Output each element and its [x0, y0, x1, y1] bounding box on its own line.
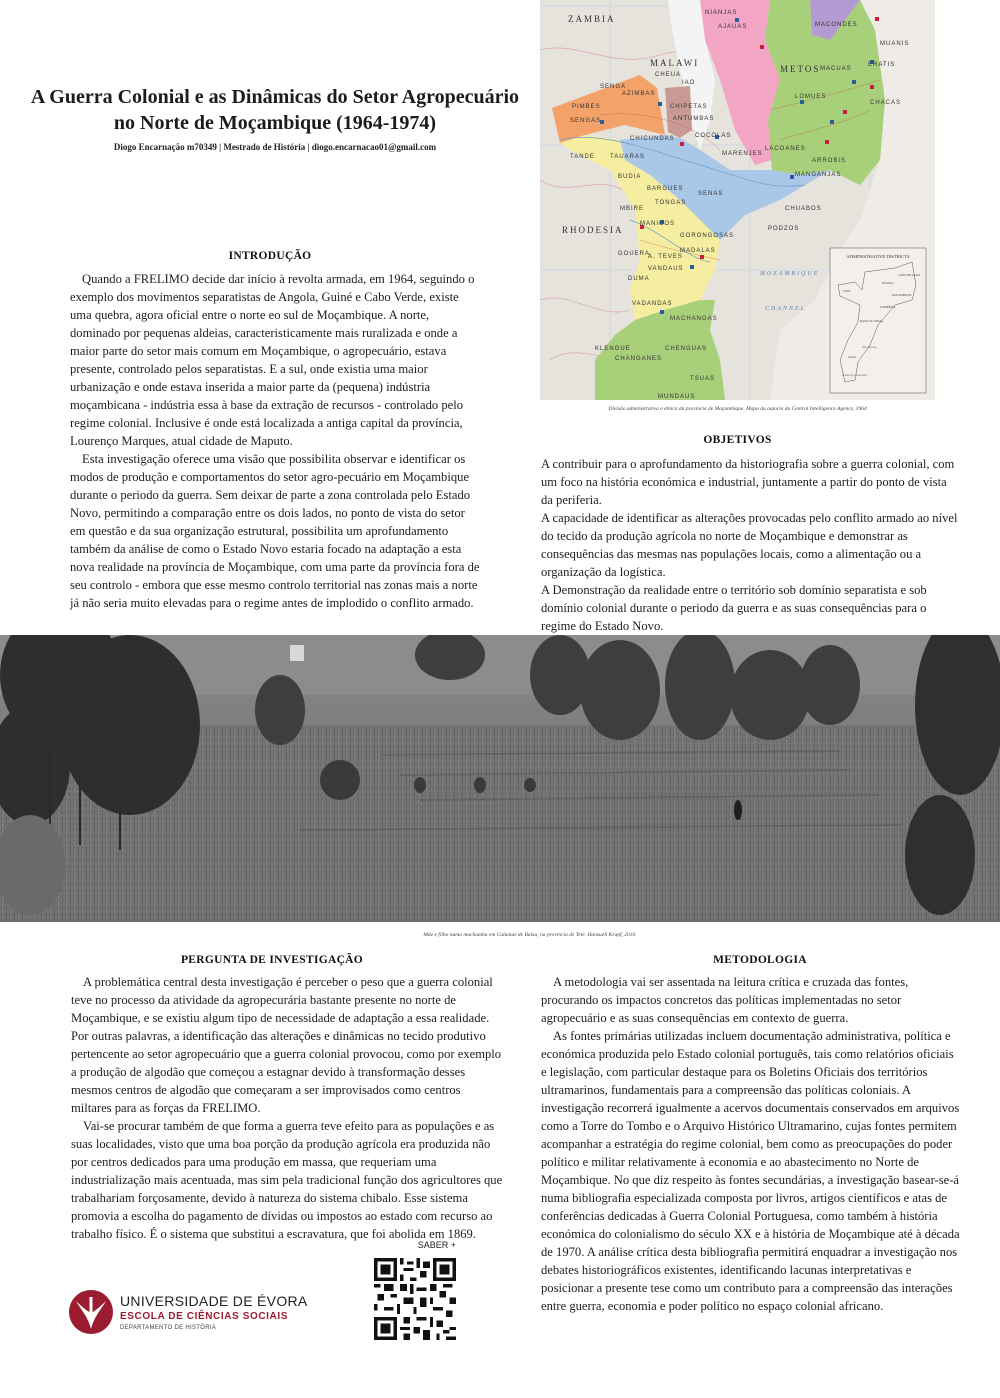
- map-ethnic-label: CHENGUAS: [665, 346, 708, 352]
- university-name: UNIVERSIDADE DE ÉVORA: [120, 1293, 308, 1309]
- map-ethnic-label: MACONDES: [815, 22, 858, 28]
- map-ethnic-label: IAO: [682, 80, 696, 86]
- objetivos-heading: OBJETIVOS: [703, 434, 772, 446]
- field-photo: [0, 635, 1000, 922]
- map-ethnic-label: CHICUNDAS: [630, 136, 675, 142]
- map-ethnic-label: MBIRE: [620, 206, 645, 212]
- map-graphic: [540, 0, 935, 400]
- pergunta-paragraph: Vai-se procurar também de que forma a guerra teve efeito para as populações e as suas localidades, visto que uma boa porção da produção agrícola era produzida não por centros dedicados para uma produção em massa, que requeriam uma industrialização mais acentuada, mas sim pela tradicional função dos agricultores que trabalhariam forçosamente, devido à natureza do sistema chibalo. Esse sistema promovia a escolha do pagamento de dívidas ou impostos ao estado com recurso ao trabalho físico. É o sistema que substitui a escravatura, que foi abolida em 1869.: [71, 1119, 503, 1241]
- inset-district: MANICA E SOFALA: [860, 320, 884, 323]
- map-ethnic-label: PIMBES: [572, 104, 601, 110]
- map-ethnic-label: CHACAS: [870, 100, 902, 106]
- map-ethnic-label: METOS: [780, 64, 821, 74]
- map-ethnic-label: MANGANJAS: [795, 172, 842, 178]
- map-ethnic-label: ANTUMBAS: [673, 116, 715, 122]
- map-ethnic-label: SENAS: [698, 191, 724, 197]
- map-ethnic-label: COCOLAS: [695, 133, 732, 139]
- metodologia-paragraph: As fontes primárias utilizadas incluem documentação administrativa, política e económica produzida pelo Estado colonial português, tais como relatórios oficiais e legislação, com particular destaque para os Boletins Oficiais dos territórios ultramarinos, fundamentais para a compreensão das políticas coloniais. A investigação recorrerá igualmente a acervos documentais conservados em arquivos como a Torre do Tombo e o Arquivo Histórico Ultramarino, cujas fontes permitem acompanhar a estratégia do regime colonial, bem como as preocupações do poder político e militar relativamente à economia e ao abastecimento no Norte de Moçambique. No que diz respeito às fontes secundárias, a investigação basear-se-á numa bibliografia especializada composta por livros, artigos científicos e atas de conferências dedicadas à Guerra Colonial Portuguesa, como também à história económica do colonialismo do século XX e à história de Moçambique até à década de 1970. A análise crítica desta bibliografia permitirá enquadrar a investigação nos debates historiográficos existentes, identificando lacunas interpretativas e posicionar a presente tese como um contributo para a compreensão das interações entre guerra, economia e poder político no espaço colonial africano.: [541, 1029, 960, 1313]
- map-ethnic-label: PODZOS: [768, 226, 800, 232]
- inset-district: LOURENÇO MARQUES: [842, 374, 868, 377]
- map-ethnic-label: VANDAUS: [648, 266, 684, 272]
- department-name: DEPARTAMENTO DE HISTÓRIA: [120, 1325, 217, 1331]
- map-ethnic-label: KLENGUE: [595, 346, 631, 352]
- map-label-malawi: MALAWI: [650, 58, 700, 68]
- map-ethnic-label: MACUAS: [820, 66, 852, 72]
- map-ethnic-label: AZIMBAS: [622, 91, 656, 97]
- introducao-paragraph: Quando a FRELIMO decide dar início à revolta armada, em 1964, seguindo o exemplo dos movimentos separatistas de Angola, Guiné e Cabo Verde, existe uma quebra, agora oficial entre o norte eo sul de Moçambique. A norte, dominado por pequenas aldeias, caracteristicamente mais ruralizada e onde a maior parte do setor mais comum em Moçambique, o agropecuário, estava presente, controlado pelos separatistas. E a sul, onde existia uma maior urbanização e onde estava inserida a maior parte da (pequena) indústria moçambicana - indústria essa à base da extração de recursos - controlado pelo regime colonial. Inclusive é onde está localizada a antiga capital da província, Lourenço Marques, atual cidade de Maputo.: [70, 272, 475, 448]
- map-ethnic-label: MUANIS: [880, 41, 910, 47]
- map-ethnic-label: SENGA: [600, 84, 627, 90]
- map-ethnic-label: LACOANES: [765, 146, 806, 152]
- title-line-1: A Guerra Colonial e as Dinâmicas do Setor Agropecuário: [30, 86, 520, 108]
- map-label-sea-2: CHANNEL: [765, 306, 807, 312]
- map-ethnic-label: TAUARAS: [610, 154, 645, 160]
- inset-district: MOÇAMBIQUE: [892, 294, 912, 297]
- administrative-districts-inset: [830, 248, 926, 393]
- metodologia-paragraph: A metodologia vai ser assentada na leitura crítica e cruzada das fontes, procurando os impactos concretos das políticas implementadas no setor agropecuário e as suas consequências em contexto de guerra.: [541, 975, 909, 1025]
- inset-district: NIASSA: [882, 281, 894, 285]
- map-ethnic-label: SENGAS: [570, 118, 602, 124]
- map-ethnic-label: DUMA: [628, 276, 650, 282]
- objetivos-paragraph: A contribuir para o aprofundamento da historiografia sobre a guerra colonial, com um foco na história económica e industrial, juntamente a partir do ponto de vista da periferia.: [541, 457, 955, 507]
- university-logo: [68, 1287, 308, 1337]
- map-ethnic-label: CHEUA: [655, 72, 682, 78]
- metodologia-heading: METODOLOGIA: [713, 954, 807, 966]
- map-caption: Divisão administrativa e étnica da província de Moçambique. Mapa da autoria da Central Intelligence Agency, 1964: [608, 406, 867, 412]
- title-line-2: no Norte de Moçambique (1964-1974): [113, 112, 437, 134]
- map-ethnic-label: TSUAS: [690, 376, 716, 382]
- qr-code[interactable]: [374, 1258, 456, 1340]
- map-ethnic-label: MADALAS: [680, 248, 716, 254]
- pergunta-heading: PERGUNTA DE INVESTIGAÇÃO: [180, 954, 364, 966]
- university-emblem-icon: [68, 1289, 114, 1335]
- map-label-zambia: ZAMBIA: [568, 14, 616, 24]
- photo-caption: Mãe e filho numa machamba em Calumue de Baixa, na província de Tete. Hansueli Krapf, 2010.: [423, 932, 637, 938]
- objetivos-section: [541, 455, 961, 635]
- school-name: ESCOLA DE CIÊNCIAS SOCIAIS: [120, 1311, 289, 1322]
- map-ethnic-label: TANDE: [570, 154, 595, 160]
- map-ethnic-label: CHANGANES: [615, 356, 663, 362]
- inset-district: TETE: [843, 289, 851, 293]
- poster-title: [20, 84, 530, 136]
- map-label-rhodesia: RHODESIA: [562, 225, 624, 235]
- metodologia-section: [541, 973, 961, 1315]
- map-ethnic-label: GORONGOSAS: [680, 233, 735, 239]
- map-ethnic-label: NIANJAS: [705, 10, 738, 16]
- qr-code-icon: [374, 1258, 456, 1340]
- inset-district: CABO DELGADO: [898, 274, 920, 277]
- mozambique-map: [540, 0, 935, 400]
- inset-title: ADMINISTRATIVE DISTRICTS: [846, 254, 910, 259]
- map-ethnic-label: CHIPETAS: [670, 104, 708, 110]
- introducao-section: [70, 270, 482, 612]
- map-ethnic-label: VADANDAS: [632, 301, 673, 307]
- map-ethnic-label: MANICOS: [640, 221, 676, 227]
- map-ethnic-label: AJAUAS: [718, 24, 748, 30]
- map-ethnic-label: CHUABOS: [785, 206, 822, 212]
- pergunta-section: [71, 973, 503, 1243]
- saber-mais-label: SABER +: [417, 1240, 456, 1250]
- introducao-paragraph: Esta investigação oferece uma visão que possibilita observar e identificar os modos de produção e comportamentos do setor agro-pecuário em Moçambique durante o periodo da guerra. Sem deixar de parte a zona controlada pelo Estado Novo, permitindo a comparação entre os dois lados, no ponto de vista do setor em questão e da sua organização estrutural, possibilita um aprofundamento também da análise de como o Estado Novo estaria focado na adaptação a esta nova realidade na província de Moçambique, com uma parte da província fora de seu controlo - embora que esse mesmo controlo territorial nas zonas mais a norte já não seria muito elevadas para o regime antes de implodido o conflito armado.: [70, 452, 480, 610]
- map-ethnic-label: GOUERA: [618, 251, 651, 257]
- inset-district: ZAMBÉZIA: [880, 305, 896, 309]
- objetivos-paragraph: A Demonstração da realidade entre o território sob domínio separatista e sob domínio colonial durante o periodo da guerra e as suas consequências para o regime do Estado Novo.: [541, 583, 927, 633]
- map-ethnic-label: TONGAS: [655, 200, 687, 206]
- map-ethnic-label: BUDIA: [618, 174, 642, 180]
- author-line: Diogo Encarnação m70349 | Mestrado de História | diogo.encarnacao01@gmail.com: [113, 142, 437, 152]
- map-ethnic-label: ARROBIS: [812, 158, 847, 164]
- introducao-heading: INTRODUÇÃO: [228, 250, 312, 262]
- photo-graphic: [0, 635, 1000, 922]
- map-ethnic-label: A. TEVES: [648, 254, 683, 260]
- map-label-sea-1: MOZAMBIQUE: [760, 271, 820, 277]
- map-ethnic-label: BARGUES: [647, 186, 684, 192]
- map-ethnic-label: MARENJES: [722, 151, 763, 157]
- map-ethnic-label: LOMUES: [795, 94, 827, 100]
- inset-district: GAZA: [848, 355, 857, 359]
- inset-district: INHAMBANE: [862, 346, 877, 349]
- objetivos-paragraph: A capacidade de identificar as alterações provocadas pelo conflito armado ao nível do tecido da produção agrícola no norte de Moçambique e demonstrar as consequências das mesmas nas populações locais, como a alimentação ou a organização da logística.: [541, 511, 958, 579]
- map-ethnic-label: MACHANGAS: [670, 316, 718, 322]
- pergunta-paragraph: A problemática central desta investigação é perceber o peso que a guerra colonial teve no processo da atividade da agropecurária bastante presente no norte de Moçambique, e se existiu algum tipo de necessidade de adaptação a essa realidade. Por outras palavras, a identificação das alterações e dinâmicas no tecido produtivo pertencente ao setor agropecuário que a guerra colonial provocou, como por exemplo a produção de algodão que começou a estagnar devido à transformação desses mesmos centros de algodão que começaram a ser improvisados como centros miltares para as forças da FRELIMO.: [71, 975, 502, 1115]
- map-ethnic-label: MUNDAUS: [658, 394, 696, 400]
- map-ethnic-label: ERATIS: [868, 62, 896, 68]
